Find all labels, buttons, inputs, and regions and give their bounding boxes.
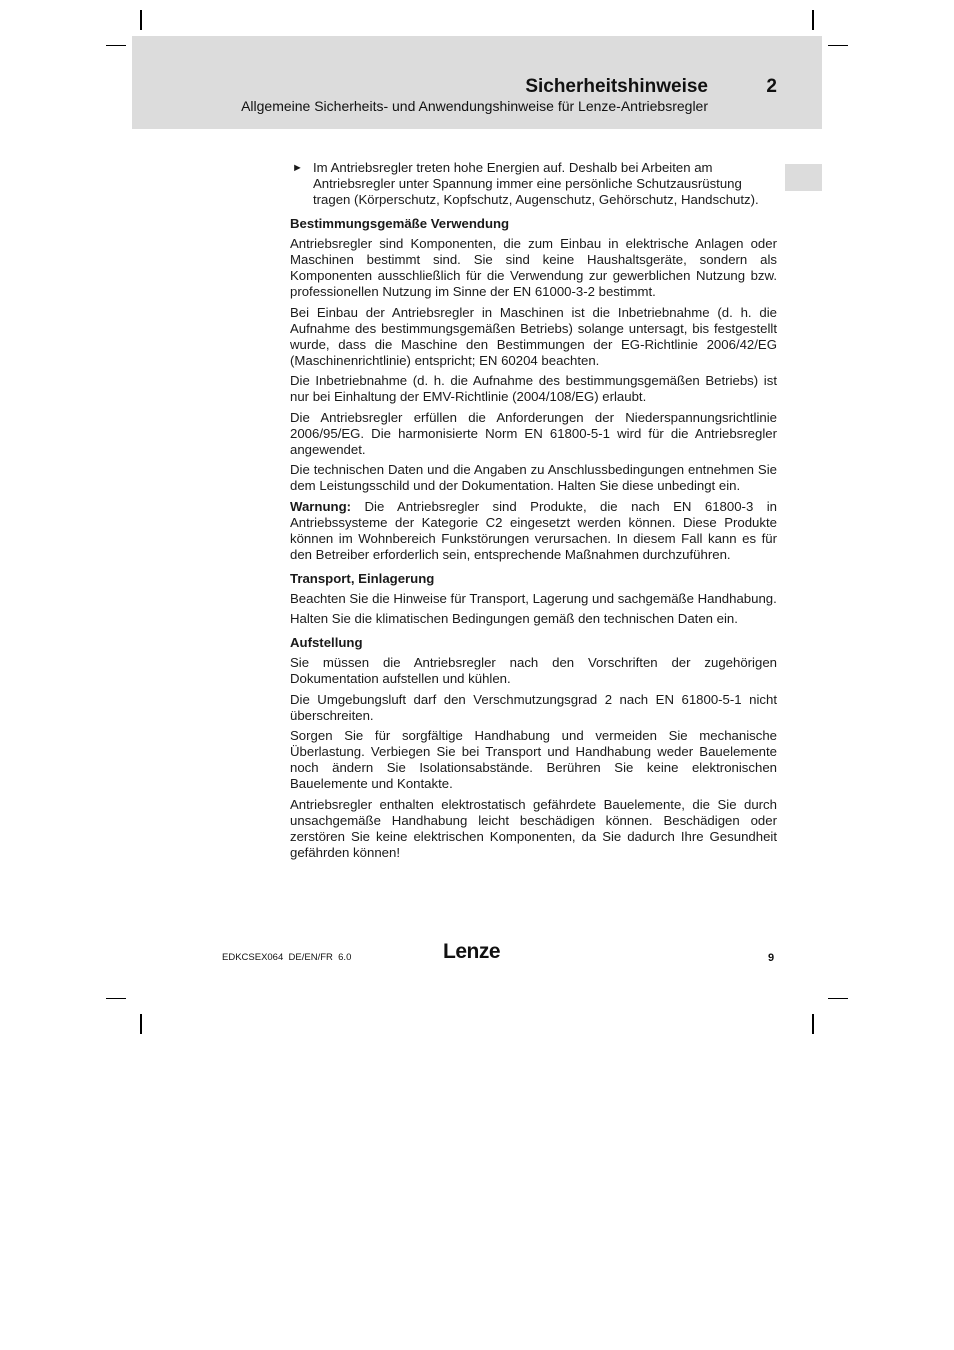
paragraph: Antriebsregler sind Komponenten, die zum Einbau in elektrische Anlagen oder Maschinen bestimmt sind. Sie sind keine Haushaltsgeräte, sondern als Komponenten ausschließlich für die Verwendung zur gewerblichen Nutzung bzw. professionellen Nutzung im Sinne der EN 61000-3-2 bestimmt. bbox=[290, 236, 777, 299]
lenze-logo: Lenze bbox=[443, 940, 501, 963]
paragraph: Halten Sie die klimatischen Bedingungen gemäß den technischen Daten ein. bbox=[290, 611, 738, 626]
section-heading-installation: Aufstellung bbox=[290, 635, 363, 650]
document-code: EDKCSEX064 DE/EN/FR 6.0 bbox=[222, 952, 352, 963]
triangle-bullet-icon: ► bbox=[292, 162, 303, 174]
paragraph: Sorgen Sie für sorgfältige Handhabung und vermeiden Sie mechanische Überlastung. Verbiegen Sie bei Transport und Handhabung weder Bauelemente noch ändern Sie Isolationsabstände. Berühren Sie keine elektronischen Bauelemente und Kontakte. bbox=[290, 728, 777, 791]
chapter-subtitle: Allgemeine Sicherheits- und Anwendungshinweise für Lenze-Antriebsregler bbox=[241, 98, 708, 114]
paragraph: Beachten Sie die Hinweise für Transport, Lagerung und sachgemäße Handhabung. bbox=[290, 590, 777, 606]
crop-mark-top-right-vertical bbox=[812, 10, 814, 30]
paragraph: Die technischen Daten und die Angaben zu Anschlussbedingungen entnehmen Sie dem Leistungsschild und der Dokumentation. Halten Sie diese unbedingt ein. bbox=[290, 462, 777, 493]
crop-mark-bottom-left-horizontal bbox=[106, 998, 126, 999]
section-heading-transport: Transport, Einlagerung bbox=[290, 570, 435, 586]
paragraph: Die Antriebsregler erfüllen die Anforderungen der Niederspannungsrichtlinie 2006/95/EG. Die harmonisierte Norm EN 61800-5-1 wird für die Antriebsregler angewendet. bbox=[290, 409, 777, 457]
paragraph: Die Inbetriebnahme (d. h. die Aufnahme des bestimmungsgemäßen Betriebs) ist nur bei Einhaltung der EMV-Richtlinie (2004/108/EG) erlaubt. bbox=[290, 373, 777, 404]
page-number: 9 bbox=[768, 952, 775, 964]
warning-text: Die Antriebsregler sind Produkte, die nach EN 61800-3 in Antriebssysteme der Kategorie C2 eingesetzt werden können. Diese Produkte können im Wohnbereich Funkstörungen verursachen. In diesem Fall kann es für den Betreiber erforderlich sein, entsprechende Maßnahmen durchzuführen. bbox=[290, 498, 777, 562]
chapter-side-tab bbox=[785, 164, 822, 191]
crop-mark-bottom-left-vertical bbox=[140, 1014, 142, 1034]
warning-label: Warnung: bbox=[290, 498, 352, 514]
chapter-number: 2 bbox=[766, 76, 777, 97]
bullet-item bbox=[290, 160, 777, 208]
crop-mark-top-right-horizontal bbox=[828, 45, 848, 46]
crop-mark-top-left-horizontal bbox=[106, 45, 126, 46]
crop-mark-bottom-right-horizontal bbox=[828, 998, 848, 999]
chapter-header bbox=[132, 36, 822, 129]
paragraph: Antriebsregler enthalten elektrostatisch gefährdete Bauelemente, die Sie durch unsachgemäße Handhabung leicht beschädigen können. Beschädigen oder zerstören Sie keine elektrischen Komponenten, da Sie dadurch Ihre Gesundheit gefährden können! bbox=[290, 796, 777, 860]
warning-paragraph bbox=[290, 499, 777, 563]
crop-mark-top-left-vertical bbox=[140, 10, 142, 30]
bullet-text: Im Antriebsregler treten hohe Energien auf. Deshalb bei Arbeiten am Antriebsregler unter Spannung immer eine persönliche Schutzausrüstung tragen (Körperschutz, Kopfschutz, Augenschutz, Gehörschutz, Handschutz). bbox=[313, 160, 759, 207]
paragraph: Sie müssen die Antriebsregler nach den Vorschriften der zugehörigen Dokumentation aufstellen und kühlen. bbox=[290, 655, 777, 686]
main-content bbox=[290, 160, 777, 865]
section-heading-intended-use: Bestimmungsgemäße Verwendung bbox=[290, 216, 510, 231]
chapter-title: Sicherheitshinweise bbox=[525, 76, 708, 97]
paragraph: Bei Einbau der Antriebsregler in Maschinen ist die Inbetriebnahme (d. h. die Aufnahme des bestimmungsgemäßen Betriebs) solange untersagt, bis festgestellt wurde, dass die Maschine den Bestimmungen der EG-Richtlinie 2006/42/EG (Maschinenrichtlinie) entspricht; EN 60204 beachten. bbox=[290, 304, 777, 368]
crop-mark-bottom-right-vertical bbox=[812, 1014, 814, 1034]
paragraph: Die Umgebungsluft darf den Verschmutzungsgrad 2 nach EN 61800-5-1 nicht überschreiten. bbox=[290, 691, 777, 723]
